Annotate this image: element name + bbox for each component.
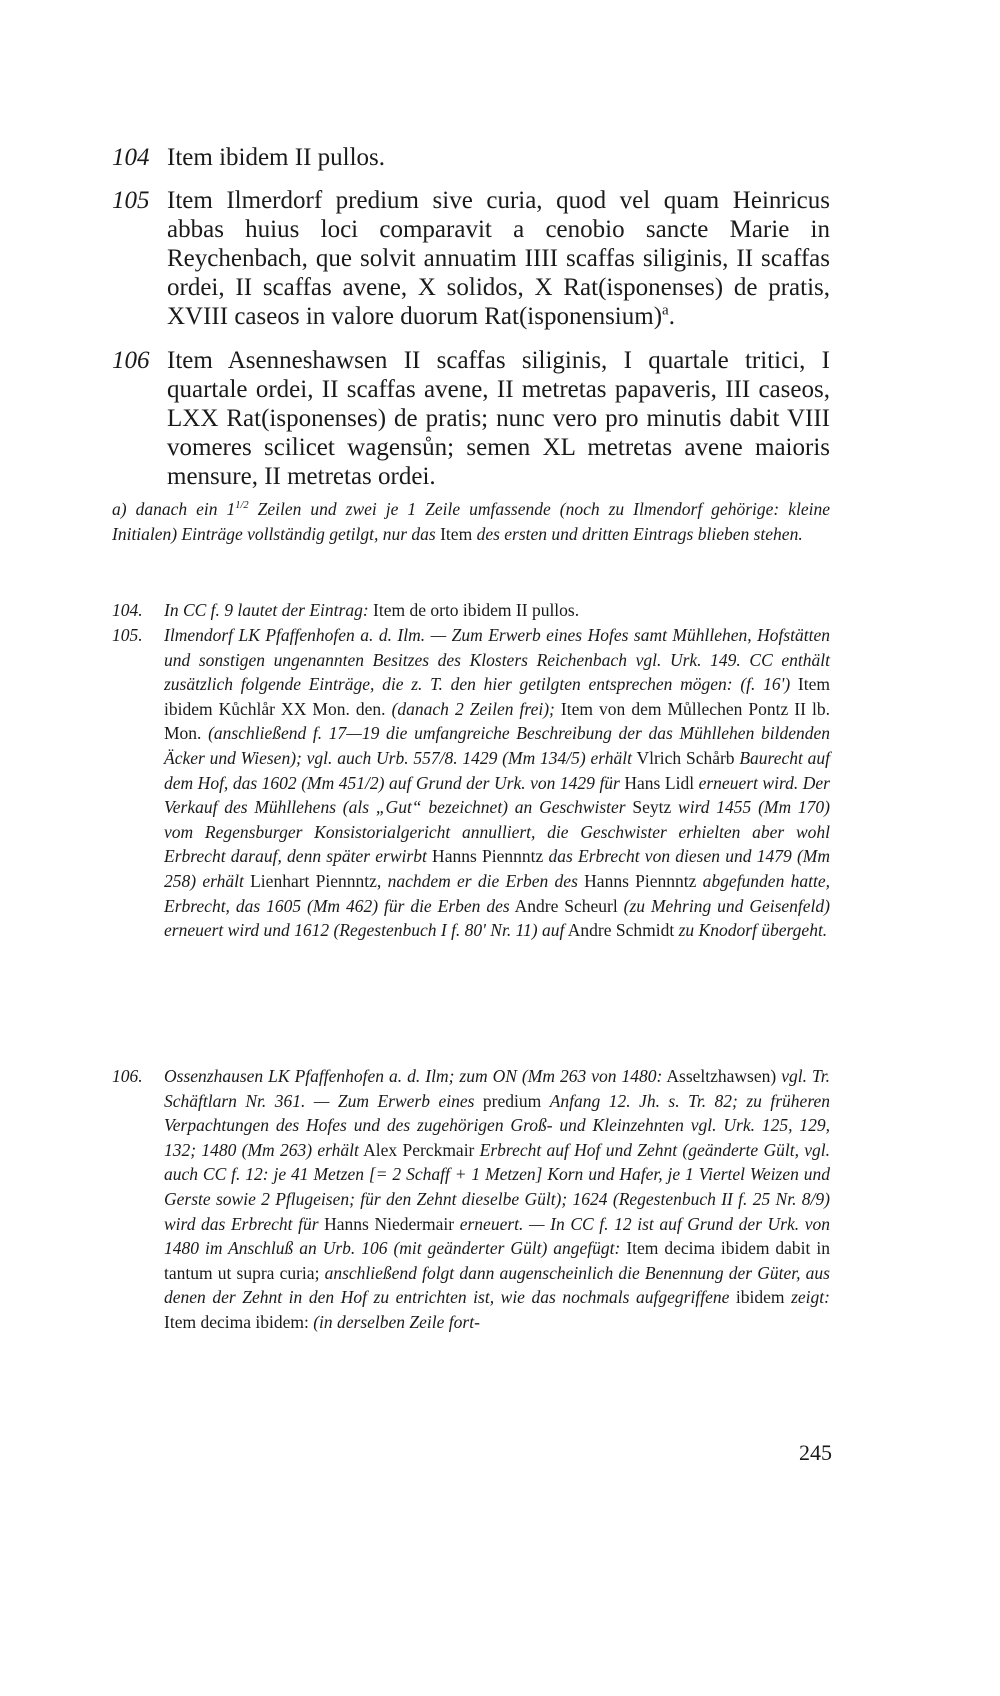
note-roman: Item ibidem Kůchlår XX Mon. den. xyxy=(164,674,830,719)
note-italic: anschließend folgt dann augenscheinlich die Benennung der Güter, aus denen der Zehnt in den Hof zu entrichten ist, wie das nochmals aufgegriffene xyxy=(164,1262,830,1308)
note-roman: Vlrich Schårb xyxy=(631,747,740,768)
note-body xyxy=(164,598,830,623)
note-roman: Alex Perckmair xyxy=(358,1139,480,1160)
entry-number: 105 xyxy=(112,187,150,214)
note-roman: Item decima ibidem: xyxy=(164,1311,314,1332)
footnote-text: danach ein 1 xyxy=(135,499,236,519)
note-number: 104. xyxy=(112,600,143,620)
entry-text xyxy=(167,186,830,331)
page-number: 245 xyxy=(799,1440,832,1465)
entry-text: Item ibidem II pullos. xyxy=(167,144,386,171)
entry-105 xyxy=(112,186,830,331)
note-roman: Item de orto ibidem II pullos. xyxy=(368,600,580,620)
footnote-fraction: 1/2 xyxy=(235,500,249,512)
note-italic: (danach 2 Zeilen frei); xyxy=(391,698,555,719)
note-number: 105. xyxy=(112,625,143,645)
entry-text-end: . xyxy=(668,303,675,330)
note-roman: Lienhart Piennntz, xyxy=(243,870,388,891)
note-roman: Hanns Piennntz xyxy=(577,870,703,891)
note-italic: das Erbrecht von diesen und 1479 (Mm 258) erhält xyxy=(164,846,830,891)
note-roman: Asseltzhawsen) xyxy=(662,1066,782,1086)
note-italic: Ossenzhausen LK Pfaffenhofen a. d. Ilm; zum ON (Mm 263 von 1480: xyxy=(164,1066,663,1086)
footnote-body xyxy=(112,497,830,546)
note-roman: Andre Scheurl xyxy=(509,895,624,916)
entry-106 xyxy=(112,346,830,491)
entry-number: 106 xyxy=(112,347,150,374)
note-body xyxy=(164,1064,830,1335)
note-italic: Erbrecht auf Hof und Zehnt (geänderte Gült, vgl. auch CC f. 12: je 41 Metzen [= 2 Schaff + 1 Metzen] Korn und Hafer, je 1 Viertel Weizen und Gerste sowie 2 Pflugeisen; für den Zehnt dieselbe Gült); 1624 (Regestenbuch II f. 25 Nr. 8/9) wird das Erbrecht für xyxy=(164,1139,831,1234)
note-italic: In CC f. 9 lautet der Eintrag: xyxy=(164,600,369,620)
note-roman: Seytz xyxy=(625,797,679,818)
note-roman: predium xyxy=(474,1090,550,1111)
footnote-marker: a xyxy=(662,302,669,319)
note-roman: Hanns Piennntz xyxy=(426,846,549,867)
note-roman: Item decima ibidem dabit in tantum ut supra curia; xyxy=(164,1238,830,1283)
note-italic: Baurecht auf dem Hof, das 1602 (Mm 451/2) auf Grund der Urk. von 1429 für xyxy=(164,747,830,793)
note-roman: Item von dem Můllechen Pontz II lb. Mon. xyxy=(164,698,830,744)
commentary-note-104 xyxy=(112,598,830,623)
note-roman: Andre Schmidt xyxy=(564,920,679,941)
note-number: 106. xyxy=(112,1066,143,1086)
note-roman: ibidem xyxy=(729,1287,792,1308)
entry-number: 104 xyxy=(112,144,150,171)
footnote-text: Zeilen und zwei je 1 Zeile umfassende (noch zu Ilmendorf gehörige: kleine Initialen) Einträge vollständig getilgt, nur das xyxy=(112,499,830,544)
commentary-note-105 xyxy=(112,623,830,943)
note-italic: erneuert. — In CC f. 12 ist auf Grund der Urk. von 1480 im Anschluß an Urb. 106 (mit geänderter Gült) angefügt: xyxy=(164,1213,830,1259)
note-italic: abgefunden hatte, Erbrecht, das 1605 (Mm 462) für die Erben des xyxy=(164,870,830,916)
note-italic: (anschließend f. 17—19 die umfangreiche Beschreibung der das Mühllehen bildenden Äcker und Wiesen); vgl. auch Urb. 557/8. 1429 (Mm 134/5) erhält xyxy=(164,723,830,768)
note-roman: Hans Lidl xyxy=(619,772,699,793)
commentary-note-106 xyxy=(112,1064,830,1335)
note-italic: (in derselben Zeile fort- xyxy=(313,1311,480,1332)
footnote-label: a) xyxy=(112,499,127,519)
note-italic: nachdem er die Erben des xyxy=(387,870,578,891)
footnote-text: des ersten und dritten Eintrags blieben stehen. xyxy=(476,523,803,544)
note-roman: Hanns Niedermair xyxy=(318,1213,460,1234)
note-italic: Anfang 12. Jh. s. Tr. 82; zu früheren Verpachtungen des Hofes und des zugehörigen Groß- und Kleinzehnten vgl. Urk. 125, 129, 132; 1480 (Mm 263) erhält xyxy=(164,1090,830,1160)
note-italic: vgl. Tr. Schäftlarn Nr. 361. — Zum Erwerb eines xyxy=(164,1066,830,1111)
footnote-roman: Item xyxy=(435,523,477,544)
note-italic: erneuert wird. Der Verkauf des Mühllehens (als „Gut“ bezeichnet) an Geschwister xyxy=(164,772,830,818)
note-italic: wird 1455 (Mm 170) vom Regensburger Konsistorialgericht annulliert, die Geschwister erhielten aber wohl Erbrecht darauf, denn später erwirbt xyxy=(164,797,830,867)
note-italic: zu Knodorf übergeht. xyxy=(678,920,828,941)
entry-104 xyxy=(112,143,830,172)
note-italic: (zu Mehring und Geisenfeld) erneuert wird und 1612 (Regestenbuch I f. 80' Nr. 11) auf xyxy=(164,895,830,941)
note-italic: Ilmendorf LK Pfaffenhofen a. d. Ilm. — Zum Erwerb eines Hofes samt Mühllehen, Hofstätten und sonstigen ungenannten Besitzes des Klosters Reichenbach vgl. Urk. 149. CC enthält zusätzlich folgende Einträge, die z. T. den hier getilgten entsprechen mögen: (f. 16') xyxy=(164,625,830,695)
note-italic: zeigt: xyxy=(791,1287,830,1308)
textual-footnote xyxy=(112,497,830,546)
entry-text-body: Item Ilmerdorf predium sive curia, quod vel quam Heinricus abbas huius loci comparavit a cenobio sancte Marie in Reychenbach, que solvit annuatim IIII scaffas siliginis, II scaffas ordei, II scaffas avene, X solidos, X Rat(isponenses) de pratis, XVIII caseos in valore duorum Rat(isponensium) xyxy=(167,187,830,330)
note-body xyxy=(164,623,830,943)
entry-text: Item Asenneshawsen II scaffas siliginis, I quartale tritici, I quartale ordei, II scaffas avene, II metretas papaveris, III caseos, LXX Rat(isponenses) de pratis; nunc vero pro minutis dabit VIII vomeres scilicet wagensůn; semen XL metretas avene maioris mensure, II metretas ordei. xyxy=(167,347,830,490)
